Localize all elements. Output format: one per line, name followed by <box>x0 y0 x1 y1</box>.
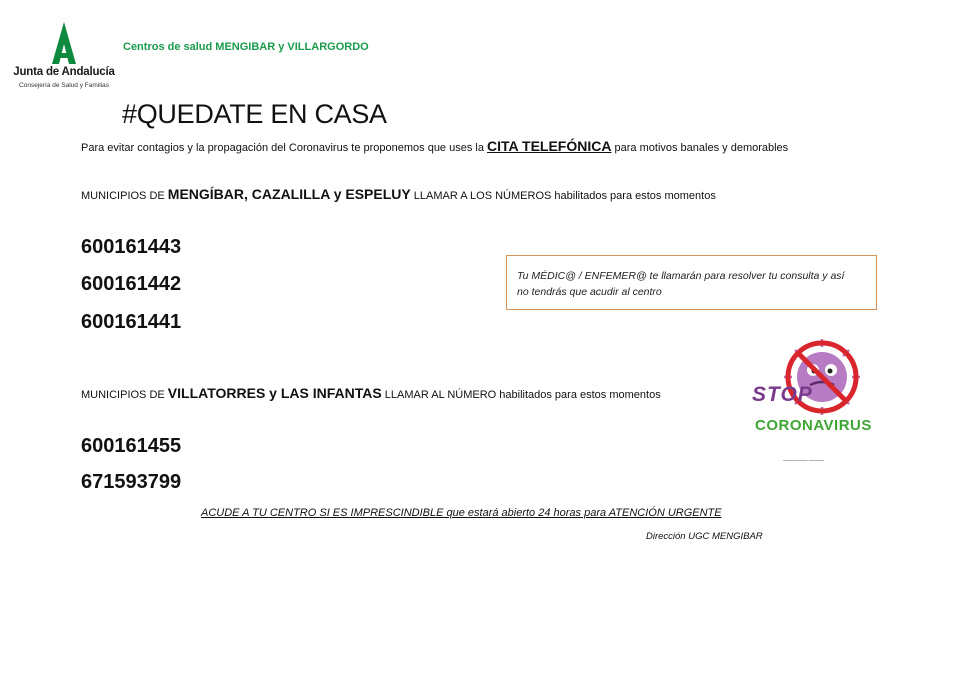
phone-number: 600161441 <box>81 311 182 333</box>
callout-box <box>506 255 877 310</box>
logo-subtitle: Consejería de Salud y Familias <box>19 82 109 89</box>
municipalities-group-2 <box>81 385 661 401</box>
callout-line-2: no tendrás que acudir al centro <box>517 286 662 298</box>
signature: Dirección UGC MENGIBAR <box>646 531 763 542</box>
group2-prefix: MUNICIPIOS DE <box>81 389 165 401</box>
intro-highlight: CITA TELEFÓNICA <box>487 138 612 154</box>
group2-names: VILLATORRES y LAS INFANTAS <box>167 385 382 401</box>
intro-after: para motivos banales y demorables <box>614 142 789 154</box>
group1-suffix: LLAMAR A LOS NÚMEROS habilitados para estos momentos <box>413 190 716 202</box>
stop-word: STOP <box>752 383 813 406</box>
logo-name: Junta de Andalucía <box>13 66 115 78</box>
phone-number: 600161442 <box>81 273 182 295</box>
stop-coronavirus-image <box>750 337 872 447</box>
coronavirus-word: CORONAVIRUS <box>755 417 872 434</box>
page-title: #QUEDATE EN CASA <box>122 99 387 129</box>
phone-number: 671593799 <box>81 471 182 493</box>
municipalities-group-1 <box>81 186 716 202</box>
callout-line-1: Tu MÉDIC@ / ENFEMER@ te llamarán para resolver tu consulta y así <box>517 270 845 282</box>
junta-logo-icon <box>12 20 116 66</box>
group1-prefix: MUNICIPIOS DE <box>81 190 165 202</box>
image-credit: ▁▁▁▁▁▁▁▁ ▁▁▁▁▁ <box>783 456 825 461</box>
group2-suffix: LLAMAR AL NÚMERO habilitados para estos momentos <box>384 389 661 401</box>
phone-number: 600161443 <box>81 236 182 258</box>
junta-andalucia-logo <box>12 20 116 95</box>
urgent-notice: ACUDE A TU CENTRO SI ES IMPRESCINDIBLE que estará abierto 24 horas para ATENCIÓN URGENTE <box>201 507 722 519</box>
intro-before: Para evitar contagios y la propagación del Coronavirus te proponemos que uses la <box>81 142 484 154</box>
phone-number: 600161455 <box>81 435 182 457</box>
group1-names: MENGÍBAR, CAZALILLA y ESPELUY <box>167 186 411 202</box>
health-centers-heading: Centros de salud MENGIBAR y VILLARGORDO <box>123 41 369 53</box>
intro-text <box>81 138 788 154</box>
